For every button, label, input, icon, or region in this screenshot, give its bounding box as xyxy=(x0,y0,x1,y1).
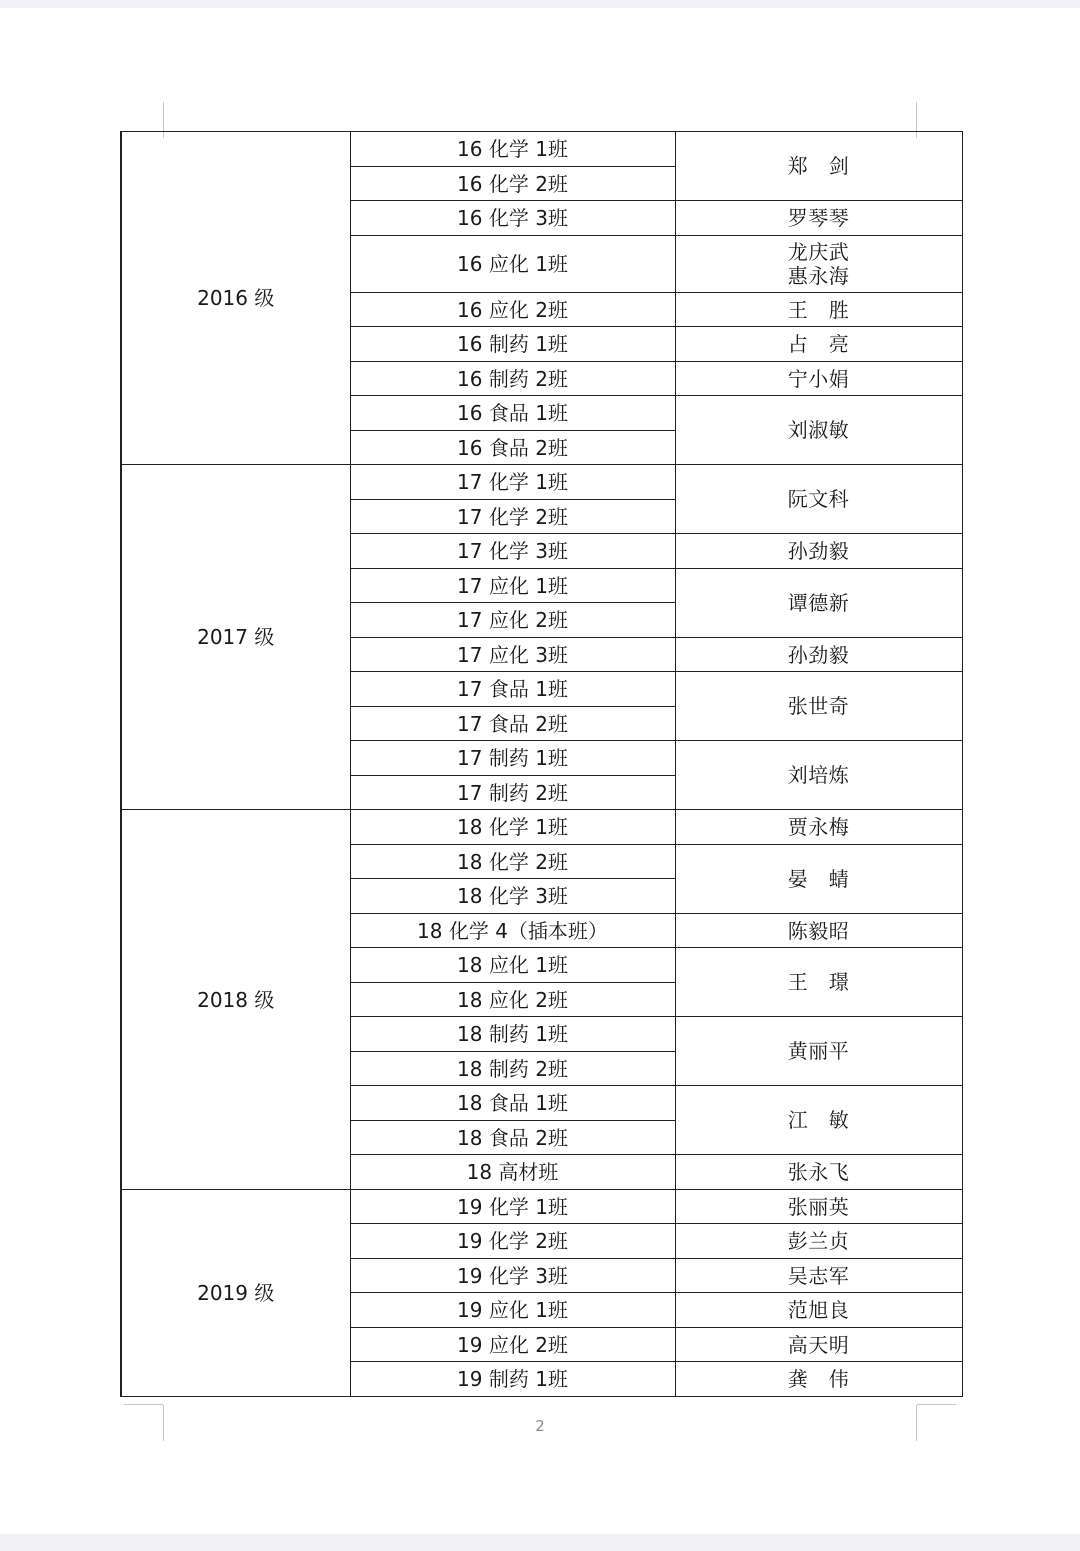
teacher-cell: 占 亮 xyxy=(675,327,962,362)
teacher-cell: 宁小娟 xyxy=(675,362,962,396)
teacher-cell: 张永飞 xyxy=(675,1155,962,1190)
class-cell: 19 应化 2班 xyxy=(350,1328,675,1362)
class-cell: 17 应化 1班 xyxy=(350,569,675,603)
teacher-cell: 张丽英 xyxy=(675,1190,962,1224)
teacher-cell: 吴志军 xyxy=(675,1259,962,1293)
crop-mark xyxy=(917,1404,956,1405)
class-cell: 19 化学 1班 xyxy=(350,1190,675,1224)
class-cell: 18 化学 3班 xyxy=(350,879,675,914)
teacher-cell: 彭兰贞 xyxy=(675,1224,962,1259)
teacher-cell: 晏 蜻 xyxy=(675,845,962,914)
class-cell: 17 食品 2班 xyxy=(350,707,675,741)
teacher-cell xyxy=(675,236,962,293)
class-cell: 17 化学 2班 xyxy=(350,500,675,534)
teacher-name: 龙庆武 xyxy=(787,240,850,264)
class-cell: 17 制药 2班 xyxy=(350,776,675,810)
teacher-cell: 黄丽平 xyxy=(675,1017,962,1086)
class-cell: 16 应化 2班 xyxy=(350,293,675,327)
teacher-cell: 江 敏 xyxy=(675,1086,962,1155)
teacher-cell: 范旭良 xyxy=(675,1293,962,1328)
class-cell: 16 化学 2班 xyxy=(350,167,675,201)
teacher-name: 惠永海 xyxy=(787,264,850,288)
class-cell: 18 应化 2班 xyxy=(350,983,675,1017)
class-cell: 18 高材班 xyxy=(350,1155,675,1190)
class-teacher-table xyxy=(120,131,963,1397)
teacher-cell: 罗琴琴 xyxy=(675,201,962,236)
class-cell: 16 制药 1班 xyxy=(350,327,675,362)
teacher-cell: 刘淑敏 xyxy=(675,396,962,465)
class-cell: 17 化学 3班 xyxy=(350,534,675,569)
class-cell: 18 食品 1班 xyxy=(350,1086,675,1121)
teacher-cell: 贾永梅 xyxy=(675,810,962,845)
class-cell: 17 化学 1班 xyxy=(350,465,675,500)
class-cell: 16 应化 1班 xyxy=(350,236,675,293)
page-number: 2 xyxy=(535,1417,545,1435)
class-cell: 18 应化 1班 xyxy=(350,948,675,983)
teacher-cell: 高天明 xyxy=(675,1328,962,1362)
class-cell: 16 食品 1班 xyxy=(350,396,675,431)
class-cell: 19 应化 1班 xyxy=(350,1293,675,1328)
class-cell: 17 应化 3班 xyxy=(350,638,675,672)
teacher-cell: 阮文科 xyxy=(675,465,962,534)
class-cell: 16 食品 2班 xyxy=(350,431,675,465)
class-cell: 17 应化 2班 xyxy=(350,603,675,638)
teacher-cell: 谭德新 xyxy=(675,569,962,638)
crop-mark xyxy=(124,1404,163,1405)
class-cell: 18 化学 1班 xyxy=(350,810,675,845)
teacher-cell: 孙劲毅 xyxy=(675,638,962,672)
grade-cell: 2016 级 xyxy=(121,132,350,465)
grade-cell: 2019 级 xyxy=(121,1190,350,1397)
class-cell: 16 制药 2班 xyxy=(350,362,675,396)
grade-cell: 2017 级 xyxy=(121,465,350,810)
class-cell: 18 化学 2班 xyxy=(350,845,675,879)
class-cell: 19 化学 2班 xyxy=(350,1224,675,1259)
class-cell: 16 化学 3班 xyxy=(350,201,675,236)
class-cell: 17 制药 1班 xyxy=(350,741,675,776)
teacher-cell: 陈毅昭 xyxy=(675,914,962,948)
grade-cell: 2018 级 xyxy=(121,810,350,1190)
teacher-cell: 龚 伟 xyxy=(675,1362,962,1397)
class-cell: 18 化学 4（插本班） xyxy=(350,914,675,948)
class-cell: 19 制药 1班 xyxy=(350,1362,675,1397)
class-cell: 19 化学 3班 xyxy=(350,1259,675,1293)
teacher-cell: 王 胜 xyxy=(675,293,962,327)
class-cell: 18 制药 2班 xyxy=(350,1052,675,1086)
teacher-cell: 孙劲毅 xyxy=(675,534,962,569)
teacher-cell: 郑 剑 xyxy=(675,132,962,201)
teacher-cell: 王 璟 xyxy=(675,948,962,1017)
class-cell: 17 食品 1班 xyxy=(350,672,675,707)
class-cell: 16 化学 1班 xyxy=(350,132,675,167)
teacher-cell: 张世奇 xyxy=(675,672,962,741)
teacher-cell: 刘培炼 xyxy=(675,741,962,810)
class-cell: 18 食品 2班 xyxy=(350,1121,675,1155)
class-cell: 18 制药 1班 xyxy=(350,1017,675,1052)
